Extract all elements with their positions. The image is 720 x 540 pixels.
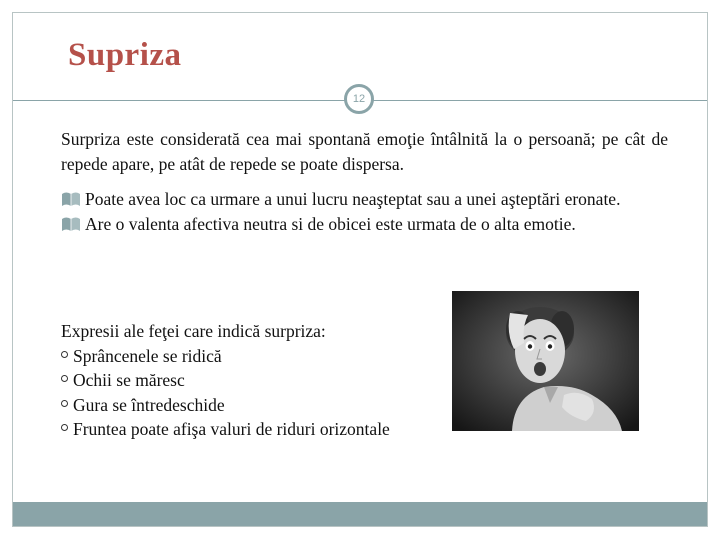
circle-bullet-icon: [61, 424, 68, 431]
features-heading: Expresii ale feţei care indică surpriza:: [61, 321, 326, 341]
face-expressions-section: [61, 319, 601, 442]
circle-bullet-icon: [61, 375, 68, 382]
feature-list: [61, 344, 601, 442]
feature-text: Gura se întredeschide: [73, 394, 225, 415]
slide: [12, 12, 708, 527]
bullet-item: [61, 212, 668, 237]
feature-item: [61, 417, 601, 442]
bullet-list: [61, 187, 668, 236]
slide-title: Supriza: [68, 37, 182, 73]
circle-bullet-icon: [61, 351, 68, 358]
feature-item: [61, 344, 601, 369]
feature-text: Fruntea poate afişa valuri de riduri orizontale: [73, 419, 390, 439]
bullet-text: Are o valenta afectiva neutra si de obicei este urmata de o alta emotie.: [85, 213, 576, 234]
book-icon: [61, 215, 81, 233]
slide-number: 12: [344, 84, 374, 114]
feature-item: [61, 393, 601, 418]
feature-item: [61, 368, 601, 393]
bullet-item: [61, 187, 668, 212]
footer-bar: [13, 502, 707, 526]
bullet-text: Poate avea loc ca urmare a unui lucru neaşteptat sau a unei aşteptări eronate.: [85, 189, 621, 209]
feature-text: Ochii se măresc: [73, 370, 185, 390]
circle-bullet-icon: [61, 400, 68, 407]
feature-text: Sprâncenele se ridică: [73, 345, 222, 366]
book-icon: [61, 190, 81, 208]
intro-paragraph: Surpriza este considerată cea mai spontană emoţie întâlnită la o persoană; pe cât de repede apare, pe atât de repede se poate dispersa.: [61, 129, 668, 174]
